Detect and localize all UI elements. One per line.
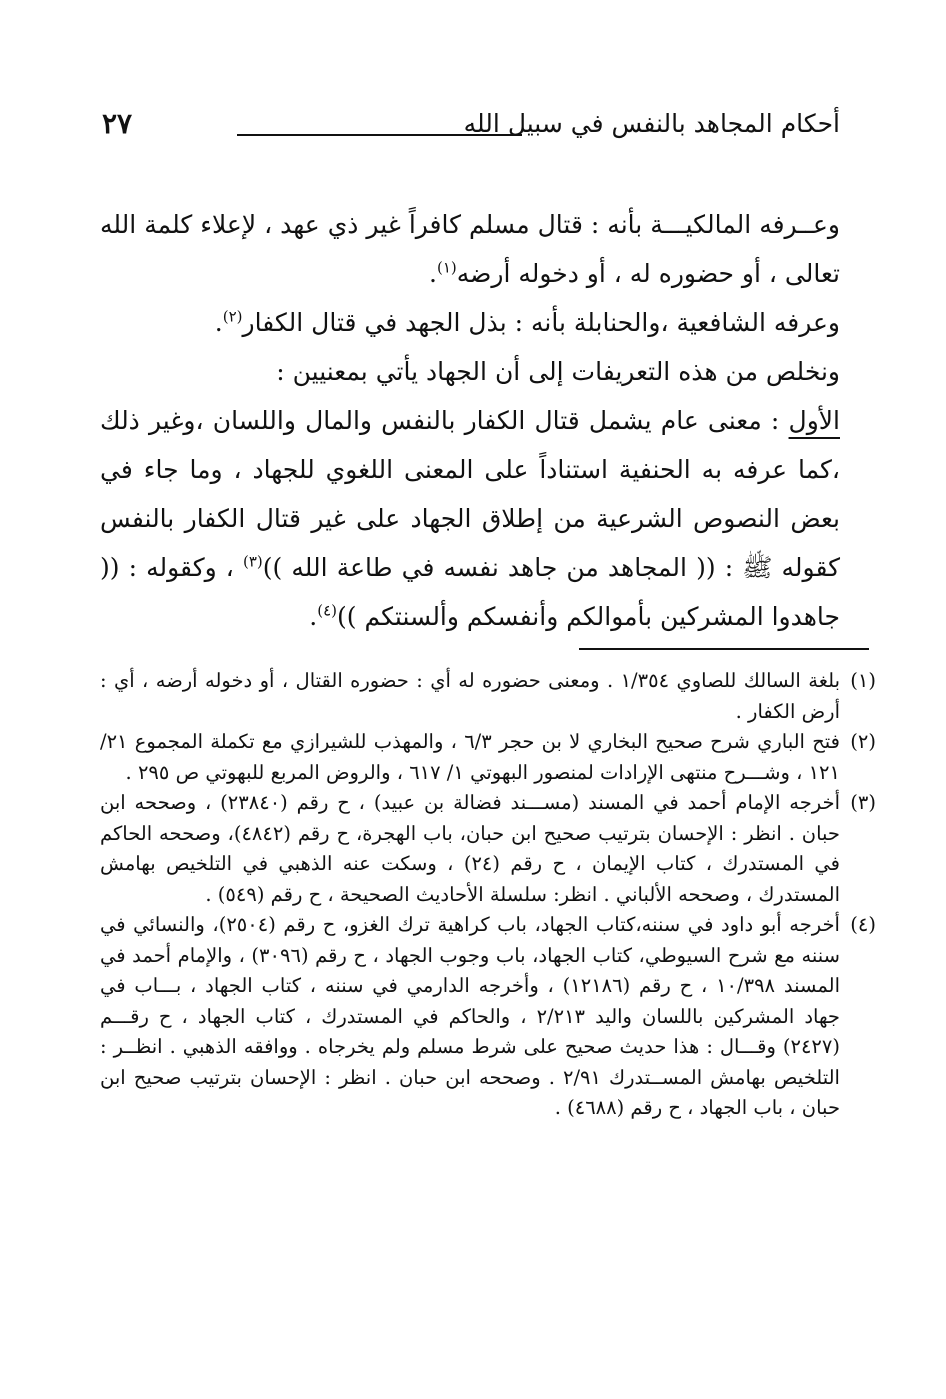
footnote-4 [100,910,876,1124]
footnote-ref-2[interactable]: (٢) [222,307,243,326]
page-number: ٢٧ [102,107,133,140]
footnote-number: (١) [850,669,876,692]
main-text [100,200,840,641]
footnote-number: (٤) [850,913,876,936]
paragraph-first-meaning: الأول : معنى عام يشمل قتال الكفار بالنفس والمال واللسان ،وغير ذلك ،كما عرفه به الحنفية استناداً على المعنى اللغوي للجهاد ، وما جاء في بعض النصوص الشرعية من إطلاق الجهاد على غير قتال الكفار بالنفس كقوله ﷺ : (( المجاهد من جاهد نفسه في طاعة الله ))$^{(٣)}$ ، وكقوله : (( جاهدوا المشركين بأموالكم وأنفسكم وألسنتكم ))$^{(٤)}$. [100,406,840,631]
footnote-separator [579,648,869,650]
footnote-ref-3[interactable]: (٣) [242,552,263,571]
footnote-text: بلغة السالك للصاوي ١/٣٥٤ . ومعنى حضوره له أي : حضوره القتال ، أو دخوله أرضه ، أي : أرض الكفار . [100,669,840,723]
footnote-2 [100,727,876,788]
footnote-number: (٣) [850,791,876,814]
header-title: أحكام المجاهد بالنفس في سبيل الله [463,109,840,138]
footnote-ref-1[interactable]: (١) [436,258,457,277]
paragraph-shafii-definition: وعرفه الشافعية ،والحنابلة بأنه : بذل الجهد في قتال الكفار$^{(٢)}$. [214,307,840,337]
footnote-text: أخرجه أبو داود في سننه،كتاب الجهاد، باب كراهية ترك الغزو، ح رقم (٢٥٠٤)، والنسائي في سننه مع شرح السيوطي، كتاب الجهاد، باب وجوب الجهاد ، ح رقم (٣٠٩٦) ، والإمام أحمد في المسند ١٠/٣٩٨ ، ح رقم (١٢١٨٦) ، وأخرجه الدارمي في سننه ، كتاب الجهاد ، بـــاب في جهاد المشركين باللسان واليد ٢/٢١٣ ، والحاكم في المستدرك ، كتاب الجهاد ، ح رقـــم (٢٤٢٧) وقـــال : هذا حديث صحيح على شرط مسلم ولم يخرجاه . ووافقه الذهبي . انظــر : التلخيص بهامش المســتدرك ٢/٩١ . وصححه ابن حبان . انظر : الإحسان بترتيب صحيح ابن حبان ، باب الجهاد ، ح رقم (٤٦٨٨) . [100,913,841,1119]
paragraph-maliki-definition: وعــرفه المالكيـــة بأنه : قتال مسلم كافراً غير ذي عهد ، لإعلاء كلمة الله تعالى ، أو حضوره له ، أو دخوله أرضه$^{(١)}$. [100,210,840,288]
footnote-1 [100,666,876,727]
footnote-3 [100,788,876,910]
footnote-text: فتح الباري شرح صحيح البخاري لا بن حجر ٦/٣ ، والمهذب للشيرازي مع تكملة المجموع ٢١/ ١٢١ ، وشـــرح منتهى الإرادات لمنصور البهوتي ١/ ٦١٧ ، والروض المربع للبهوتي ص ٢٩٥ . [100,730,840,784]
first-meaning-label: الأول [788,406,840,435]
paragraph-two-meanings: ونخلص من هذه التعريفات إلى أن الجهاد يأتي بمعنيين : [276,357,840,386]
footnotes [100,666,876,1124]
header-rule [237,134,522,136]
footnote-text: أخرجه الإمام أحمد في المسند (مســـند فضالة بن عبيد) ، ح رقم (٢٣٨٤٠) ، وصححه ابن حبان . انظر : الإحسان بترتيب صحيح ابن حبان، باب الهجرة، ح رقم (٤٨٤٢)، وصححه الحاكم في المستدرك ، كتاب الإيمان ، ح رقم (٢٤) ، وسكت عنه الذهبي في التلخيص بهامش المستدرك ، وصححه الألباني . انظر: سلسلة الأحاديث الصحيحة ، ح رقم (٥٤٩) . [100,791,840,906]
footnote-number: (٢) [850,730,876,753]
running-header [100,104,840,148]
footnote-ref-4[interactable]: (٤) [317,601,338,620]
